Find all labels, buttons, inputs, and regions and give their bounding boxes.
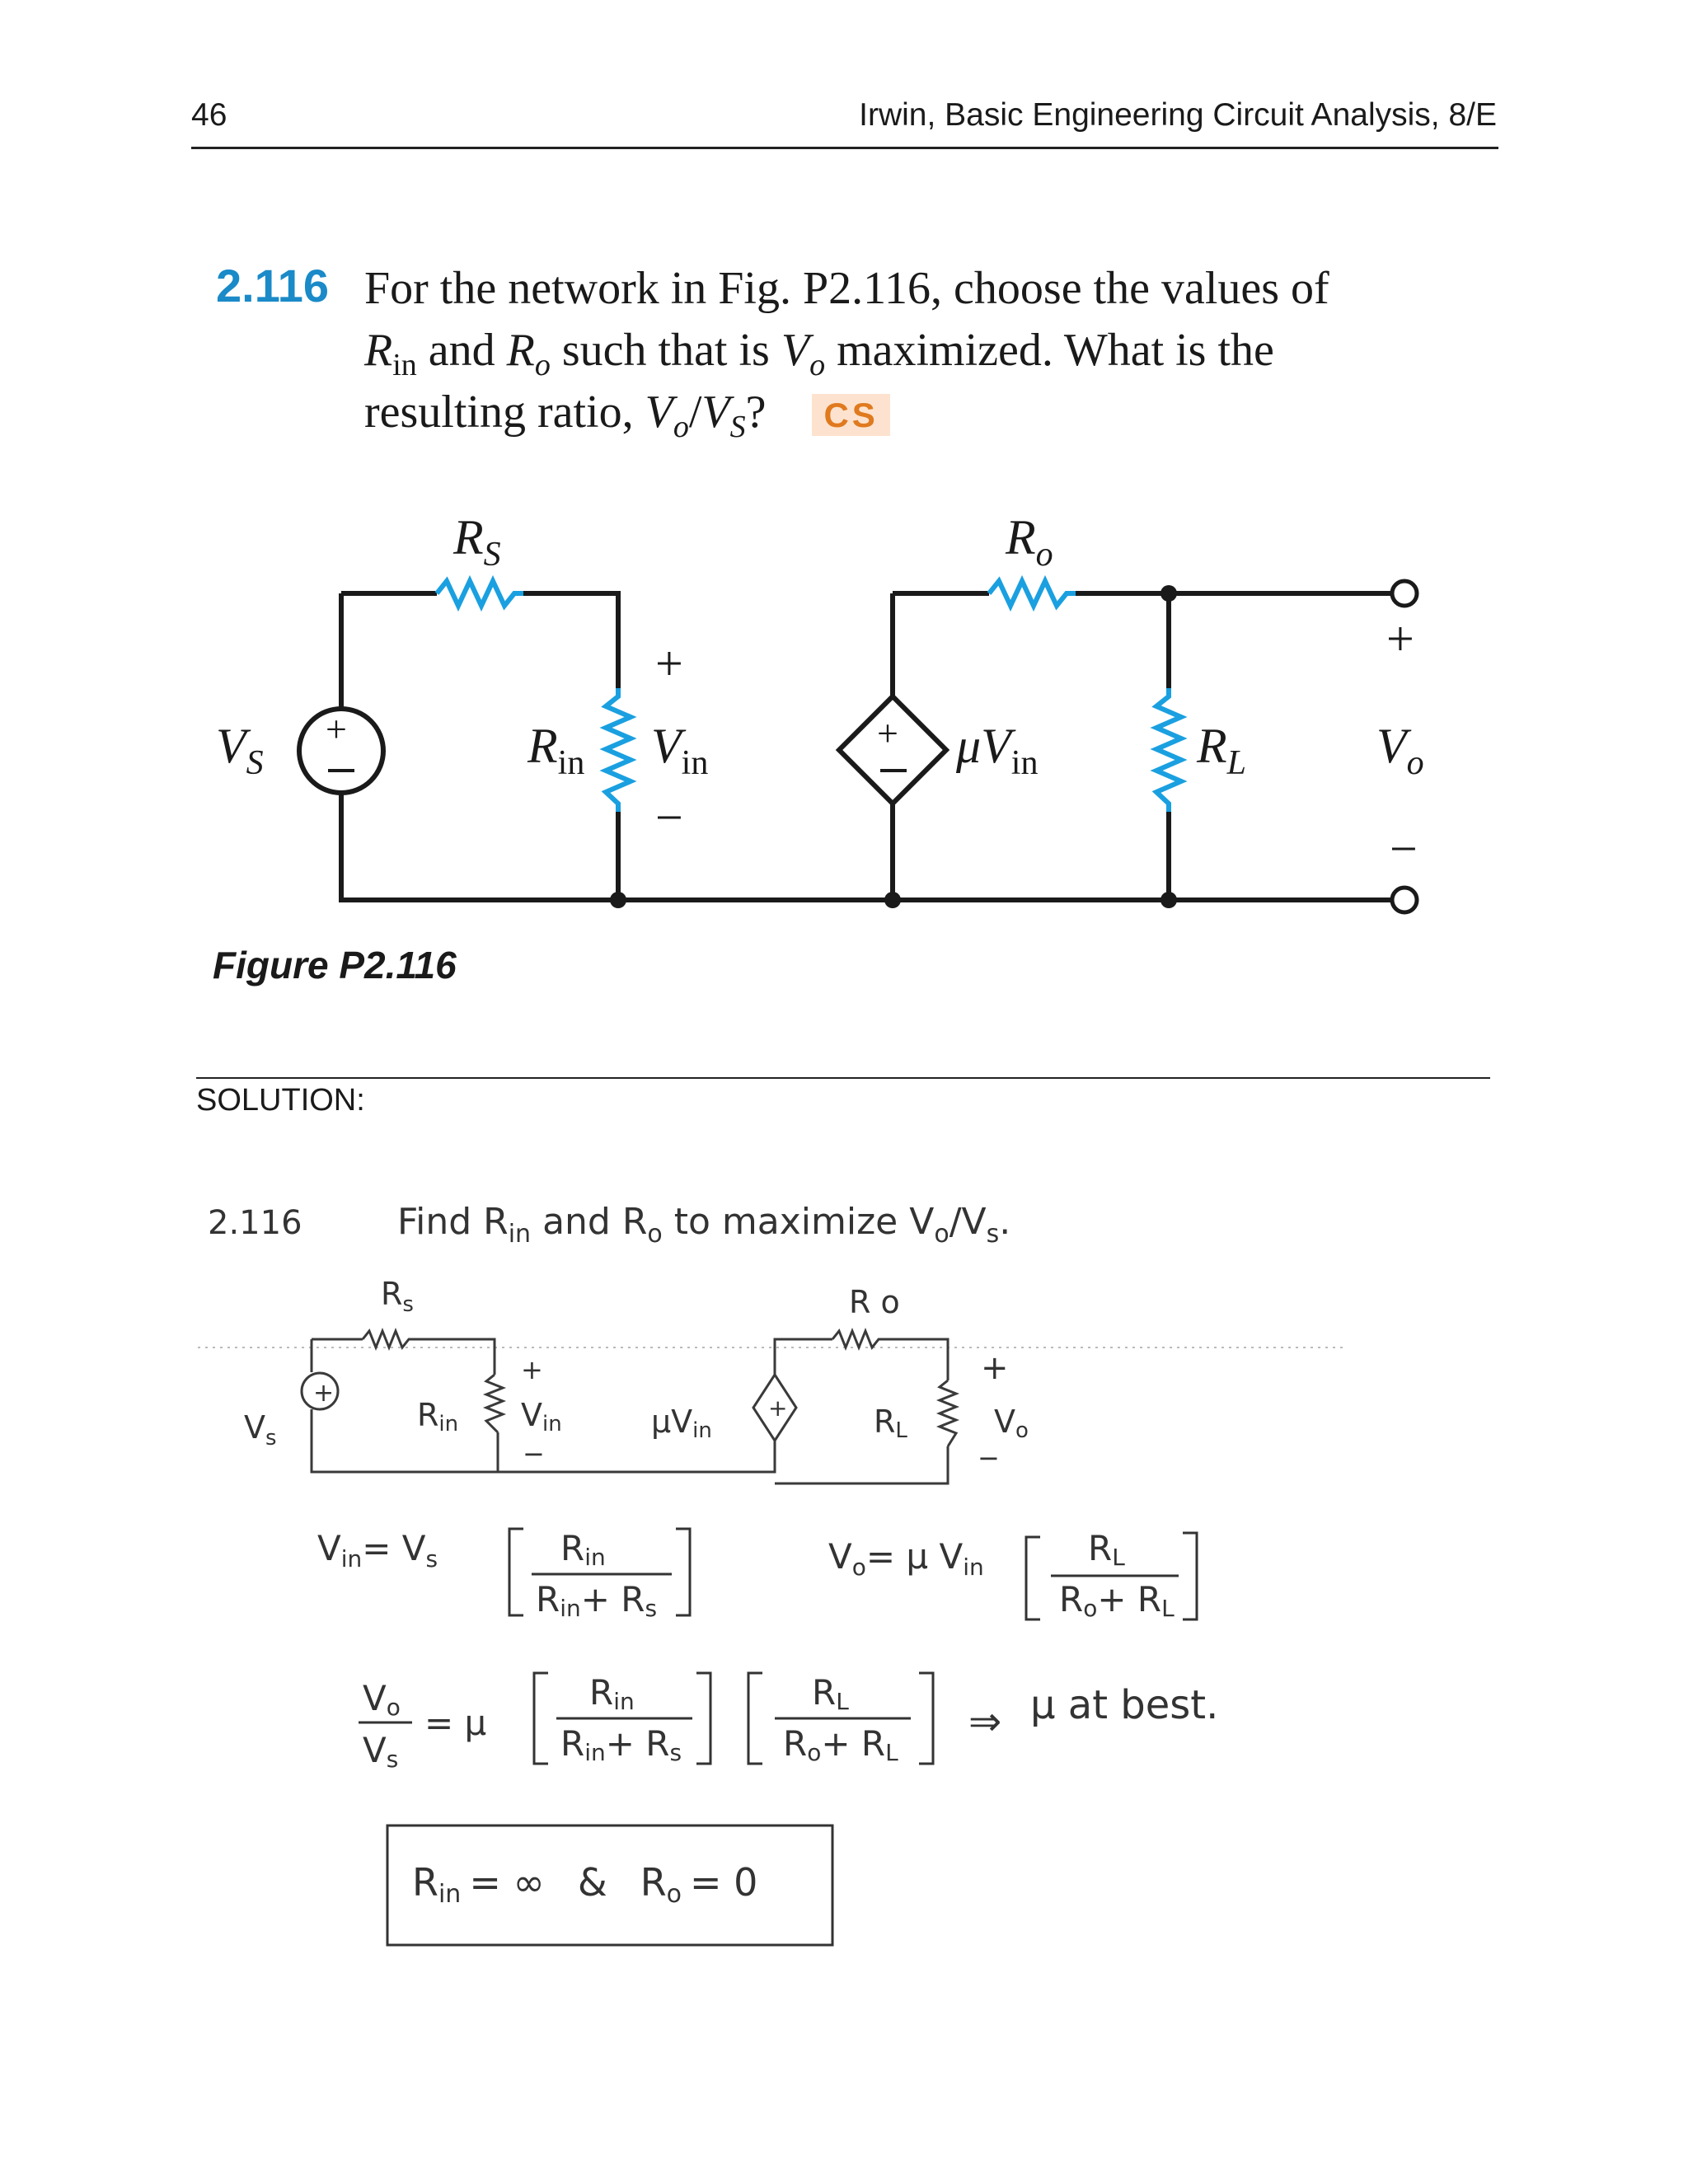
eq3-implies: ⇒ xyxy=(968,1699,1002,1745)
eq3-f1-num: Rin xyxy=(589,1672,635,1715)
eq1-lhs: Vin= Vs xyxy=(317,1528,438,1572)
hand-vo-plus: + xyxy=(981,1349,1009,1387)
eq3-f2-den: Ro+ RL xyxy=(783,1723,898,1766)
label-vo: $V_o$ xyxy=(1376,719,1424,782)
hand-problem-ref: 2.116 xyxy=(208,1204,302,1242)
label-dep-source: $\mu V_{in}$ xyxy=(956,719,1039,782)
eq3-conclusion: μ at best. xyxy=(1030,1682,1219,1728)
label-ro: $R_o$ xyxy=(1006,510,1053,574)
hand-vin-plus: + xyxy=(521,1354,543,1385)
output-terminal-top xyxy=(1392,581,1417,606)
header-rule xyxy=(191,147,1498,149)
resistor-rin xyxy=(606,688,631,812)
cs-badge: CS xyxy=(812,394,889,436)
label-vs: $V_S$ xyxy=(216,719,264,782)
problem-line-3: resulting ratio, $V_o/V_S$? CS xyxy=(364,382,1518,446)
handwritten-solution xyxy=(0,1154,1688,1994)
hand-label-vo: Vo xyxy=(994,1404,1029,1443)
output-terminal-bottom xyxy=(1392,888,1417,912)
label-vin: $V_{in}$ xyxy=(651,719,709,782)
label-rl: $R_L$ xyxy=(1197,719,1247,782)
hand-label-vin: Vin xyxy=(521,1397,562,1436)
eq2-den: Ro+ RL xyxy=(1059,1579,1175,1622)
hand-statement: Find $R_{in}$ and $R_o$ to maximize $V_o/V_s$. xyxy=(397,1201,1011,1249)
vo-minus: − xyxy=(1390,822,1418,876)
hand-resistor-rl xyxy=(940,1380,956,1446)
solution-rule xyxy=(196,1077,1490,1079)
eq3-mu: = μ xyxy=(424,1703,487,1743)
problem-statement xyxy=(364,258,1518,446)
hand-resistor-rs xyxy=(363,1331,429,1347)
vo-plus: + xyxy=(1386,612,1414,666)
figure-caption: Figure P2.116 xyxy=(213,944,457,987)
label-rs: $R_S$ xyxy=(453,510,501,574)
hand-dep-plus: + xyxy=(768,1394,788,1422)
hand-vs-plus: + xyxy=(313,1379,335,1408)
problem-number: 2.116 xyxy=(216,260,330,312)
problem-line-2: $R_{in}$ and $R_o$ such that is $V_o$ maximized. What is the xyxy=(364,325,1274,382)
hand-resistor-rin xyxy=(486,1375,503,1432)
hand-label-rin: Rin xyxy=(417,1397,459,1436)
answer-text: Rin = ∞ & Ro = 0 xyxy=(412,1860,758,1909)
solution-heading: SOLUTION: xyxy=(196,1083,365,1118)
vin-plus: + xyxy=(655,636,683,691)
equation-vin xyxy=(317,1528,690,1622)
hand-label-ro: R o xyxy=(849,1284,900,1320)
hand-label-rl: RL xyxy=(874,1404,907,1443)
eq3-f2-num: RL xyxy=(812,1672,849,1715)
label-rin: $R_{in}$ xyxy=(528,719,585,782)
eq2-lhs: Vo= μ Vin xyxy=(828,1536,984,1581)
eq1-num: Rin xyxy=(560,1528,606,1571)
eq1-den: Rin+ Rs xyxy=(536,1579,658,1622)
hand-label-rs: $R_s$ xyxy=(381,1276,414,1317)
eq3-den: Vs xyxy=(363,1730,399,1773)
vin-minus: − xyxy=(655,790,683,845)
dep-plus: + xyxy=(877,712,898,754)
circuit-figure xyxy=(0,494,1688,956)
hand-resistor-ro xyxy=(832,1331,898,1347)
eq2-num: RL xyxy=(1088,1528,1125,1571)
hand-circuit-wires xyxy=(312,1339,948,1483)
hand-label-vs: $V_s$ xyxy=(244,1409,277,1451)
problem-line-1: For the network in Fig. P2.116, choose the values of xyxy=(364,263,1329,314)
page-number: 46 xyxy=(191,97,227,133)
hand-label-dep: μVin xyxy=(651,1404,712,1443)
equation-vo xyxy=(828,1528,1197,1622)
eq3-f1-den: Rin+ Rs xyxy=(560,1723,682,1766)
hand-vin-minus: − xyxy=(523,1438,545,1469)
equation-ratio xyxy=(359,1672,1218,1773)
hand-vo-minus: − xyxy=(978,1442,1000,1474)
vs-plus: + xyxy=(326,708,347,750)
book-title: Irwin, Basic Engineering Circuit Analysis, 8/E xyxy=(859,97,1497,133)
eq3-num: Vo xyxy=(363,1678,401,1721)
resistor-rs xyxy=(437,581,523,606)
resistor-rl xyxy=(1156,688,1181,812)
resistor-ro xyxy=(989,581,1076,606)
